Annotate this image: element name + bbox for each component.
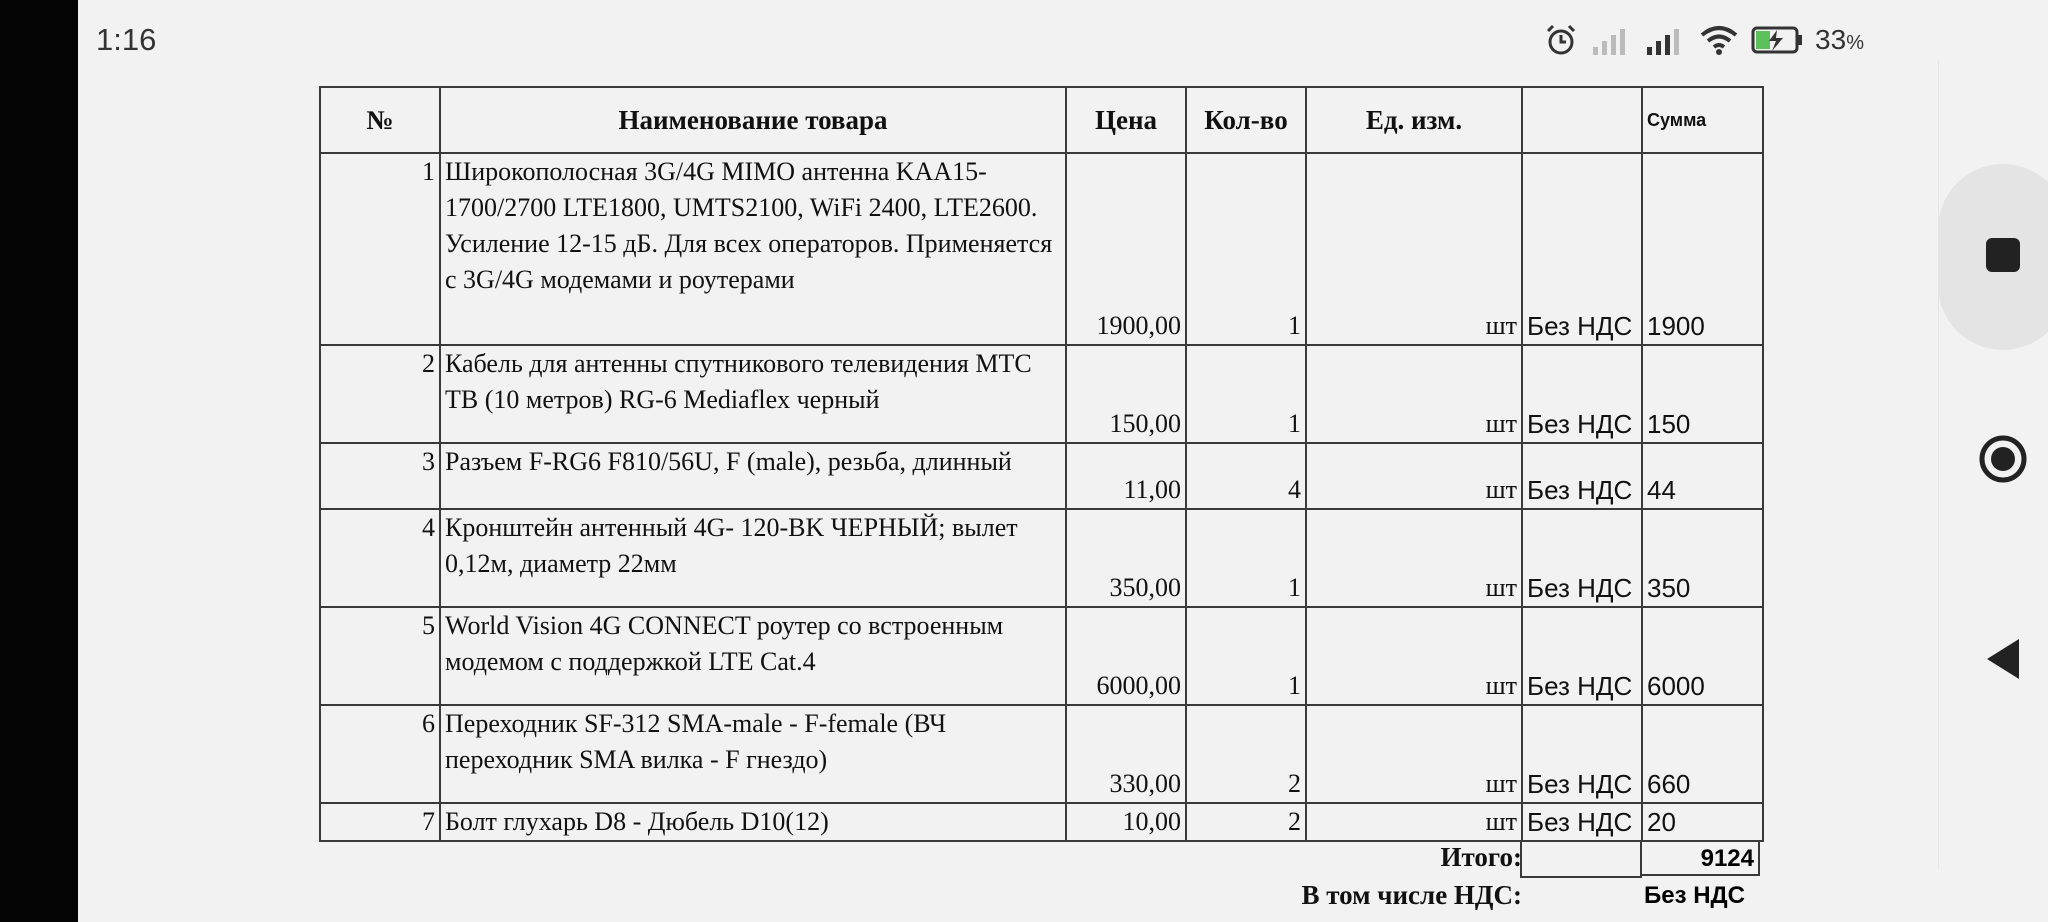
battery-percent <box>1815 24 1864 56</box>
invoice-table <box>319 86 1764 842</box>
row-qty: 2 <box>1186 705 1306 803</box>
alarm-icon <box>1543 22 1579 58</box>
row-name: Кронштейн антенный 4G- 120-BK ЧЕРНЫЙ; вылет 0,12м, диаметр 22мм <box>440 509 1066 607</box>
header-name: Наименование товара <box>440 87 1066 153</box>
wifi-icon <box>1699 24 1739 56</box>
table-row <box>320 509 1763 607</box>
signal-weak-icon <box>1591 25 1633 55</box>
row-sum: 44 <box>1642 443 1763 509</box>
row-unit: шт <box>1306 705 1522 803</box>
row-name: World Vision 4G CONNECT роутер со встроенным модемом с поддержкой LTE Cat.4 <box>440 607 1066 705</box>
row-price: 6000,00 <box>1066 607 1186 705</box>
row-unit: шт <box>1306 345 1522 443</box>
recents-square-icon <box>1985 237 2021 278</box>
header-price: Цена <box>1066 87 1186 153</box>
row-unit: шт <box>1306 803 1522 841</box>
row-name: Болт глухарь D8 - Дюбель D10(12) <box>440 803 1066 841</box>
table-row <box>320 345 1763 443</box>
table-row <box>320 705 1763 803</box>
row-price: 330,00 <box>1066 705 1186 803</box>
row-price: 11,00 <box>1066 443 1186 509</box>
row-qty: 1 <box>1186 345 1306 443</box>
vat-label: В том числе НДС: <box>1301 880 1522 910</box>
row-unit: шт <box>1306 607 1522 705</box>
table-row <box>320 443 1763 509</box>
row-vat: Без НДС <box>1522 803 1642 841</box>
row-sum: 20 <box>1642 803 1763 841</box>
row-price: 150,00 <box>1066 345 1186 443</box>
total-value: 9124 <box>1640 842 1760 876</box>
invoice-totals <box>319 842 1762 918</box>
table-row <box>320 803 1763 841</box>
row-vat: Без НДС <box>1522 345 1642 443</box>
row-name: Кабель для антенны спутникового телевидения МТС ТВ (10 метров) RG-6 Mediaflex черный <box>440 345 1066 443</box>
row-num: 6 <box>320 705 440 803</box>
row-price: 350,00 <box>1066 509 1186 607</box>
row-unit: шт <box>1306 509 1522 607</box>
row-sum: 660 <box>1642 705 1763 803</box>
row-sum: 350 <box>1642 509 1763 607</box>
back-triangle-icon <box>1985 637 2021 686</box>
signal-icon <box>1645 25 1687 55</box>
row-vat: Без НДС <box>1522 153 1642 345</box>
row-vat: Без НДС <box>1522 607 1642 705</box>
row-num: 5 <box>320 607 440 705</box>
row-vat: Без НДС <box>1522 705 1642 803</box>
nav-divider <box>1938 60 1939 870</box>
back-button[interactable] <box>1968 636 2038 686</box>
table-row <box>320 153 1763 345</box>
left-black-border <box>0 0 78 922</box>
battery-percent-value: 33 <box>1815 24 1847 55</box>
battery-percent-unit: % <box>1846 32 1864 54</box>
row-qty: 4 <box>1186 443 1306 509</box>
row-sum: 150 <box>1642 345 1763 443</box>
header-qty: Кол-во <box>1186 87 1306 153</box>
total-label: Итого: <box>1440 842 1522 872</box>
home-button[interactable] <box>1963 434 2043 488</box>
total-empty-cell <box>1520 842 1642 878</box>
row-name: Разъем F-RG6 F810/56U, F (male), резьба, длинный <box>440 443 1066 509</box>
header-num: № <box>320 87 440 153</box>
status-icons <box>1543 18 1864 62</box>
row-name: Широкополосная 3G/4G MIMO антенна KAA15-1700/2700 LTE1800, UMTS2100, WiFi 2400, LTE2600. Усиление 12-15 дБ. Для всех операторов. Применяется с 3G/4G модемами и роутерами <box>440 153 1066 345</box>
row-unit: шт <box>1306 153 1522 345</box>
row-num: 7 <box>320 803 440 841</box>
row-num: 1 <box>320 153 440 345</box>
row-qty: 1 <box>1186 509 1306 607</box>
row-vat: Без НДС <box>1522 443 1642 509</box>
row-num: 4 <box>320 509 440 607</box>
row-qty: 2 <box>1186 803 1306 841</box>
row-sum: 1900 <box>1642 153 1763 345</box>
recents-button[interactable] <box>1968 232 2038 282</box>
header-unit: Ед. изм. <box>1306 87 1522 153</box>
home-circle-icon <box>1978 434 2028 489</box>
table-row <box>320 607 1763 705</box>
status-time: 1:16 <box>96 22 157 57</box>
row-qty: 1 <box>1186 607 1306 705</box>
row-num: 3 <box>320 443 440 509</box>
row-qty: 1 <box>1186 153 1306 345</box>
row-price: 1900,00 <box>1066 153 1186 345</box>
header-vat <box>1522 87 1642 153</box>
row-name: Переходник SF-312 SMA-male - F-female (ВЧ переходник SMA вилка - F гнездо) <box>440 705 1066 803</box>
header-sum: Сумма <box>1642 87 1763 153</box>
battery-charging-icon <box>1751 25 1807 55</box>
row-vat: Без НДС <box>1522 509 1642 607</box>
invoice-document <box>319 86 1762 918</box>
row-unit: шт <box>1306 443 1522 509</box>
row-num: 2 <box>320 345 440 443</box>
row-price: 10,00 <box>1066 803 1186 841</box>
row-sum: 6000 <box>1642 607 1763 705</box>
vat-value: Без НДС <box>1644 882 1745 909</box>
table-header-row <box>320 87 1763 153</box>
